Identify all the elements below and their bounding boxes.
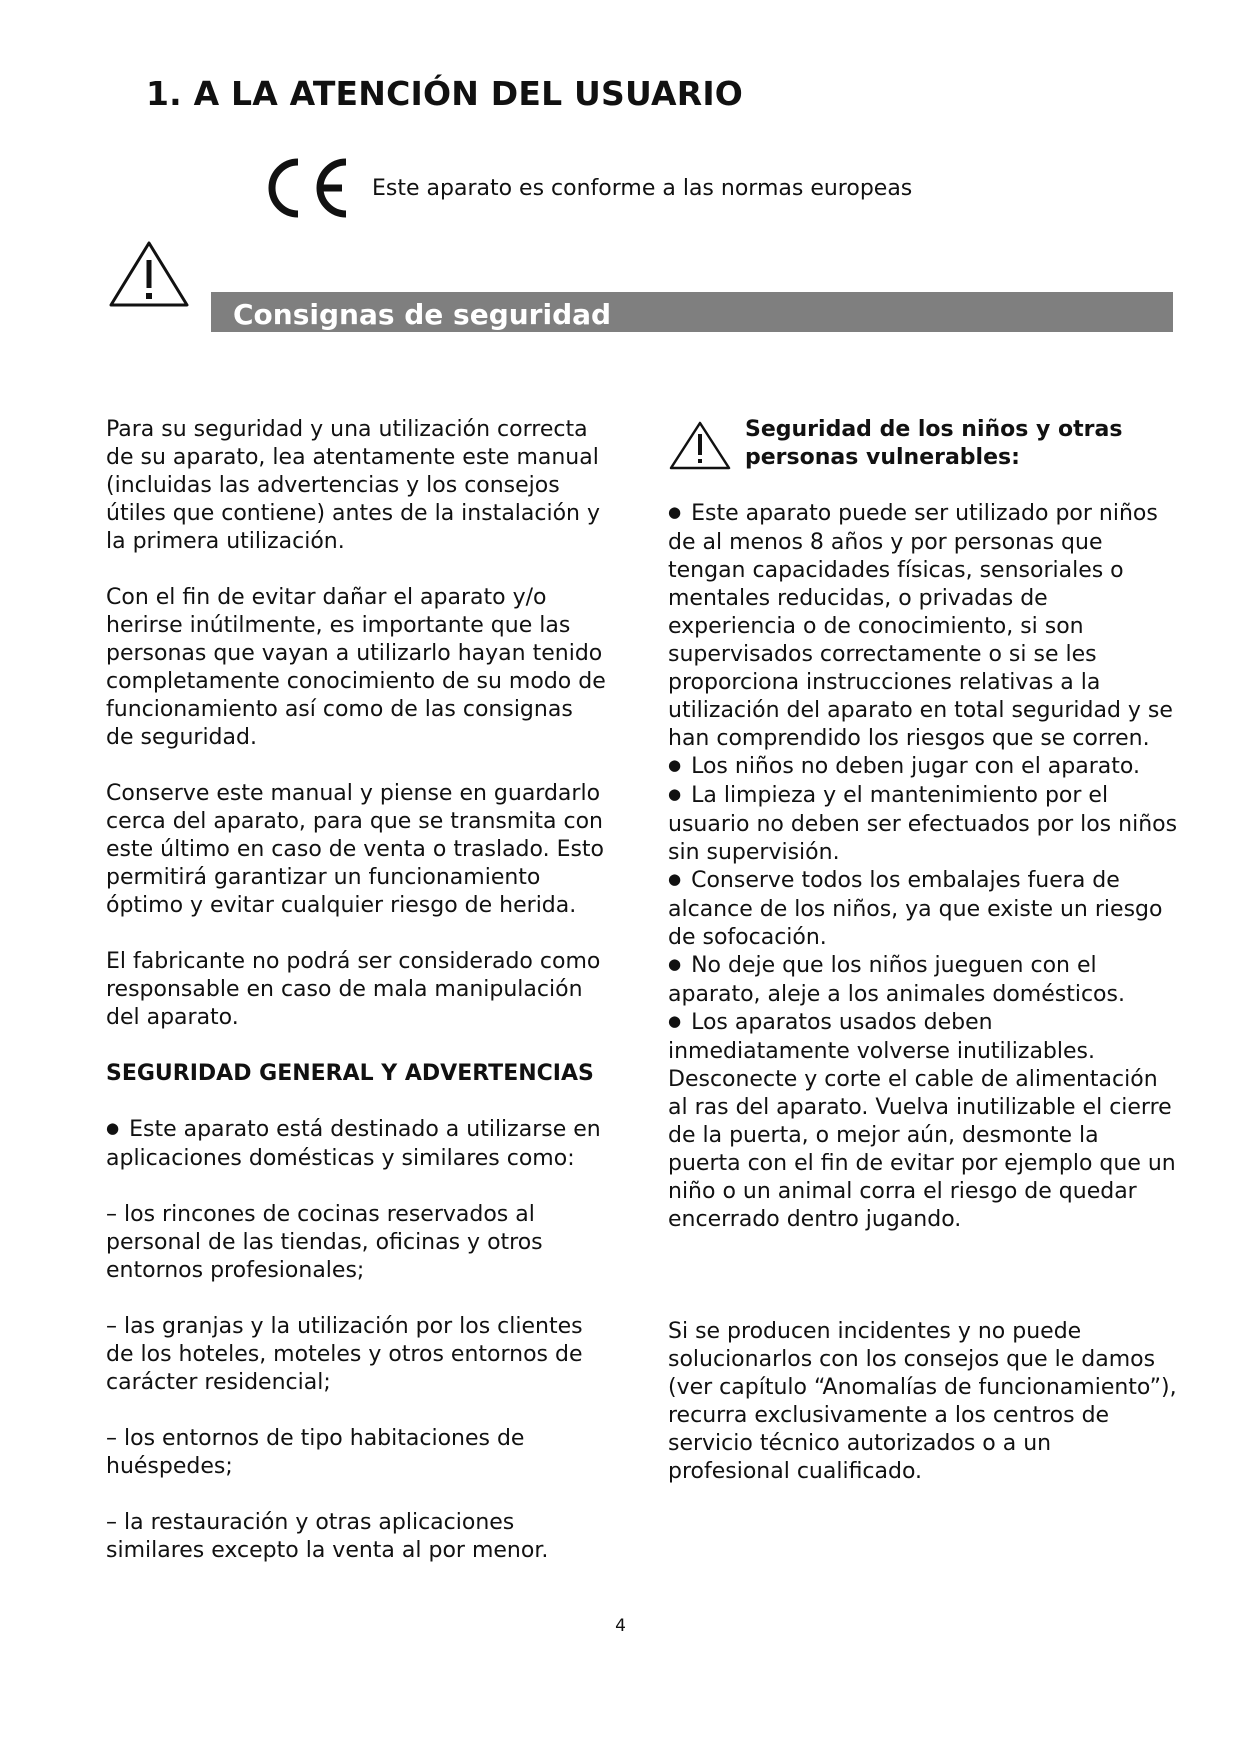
bullet-text: Este aparato puede ser utilizado por niños de al menos 8 años y por personas que tengan capacidades físicas, sensoriales o mentales reducidas, o privadas de experiencia o de conocimiento, si son supervisados correctamente o si se les proporciona instrucciones relativas a la utilización del aparato en total seguridad y se han comprendido los riesgos que se corren. — [668, 501, 1173, 751]
left-column — [106, 416, 606, 1565]
bullet-icon: ● — [106, 1119, 120, 1137]
bullet-text: Este aparato está destinado a utilizarse en aplicaciones domésticas y similares como: — [106, 1117, 601, 1171]
intro-paragraph: Para su seguridad y una utilización correcta de su aparato, lea atentamente este manual (incluidas las advertencias y los consejos útiles que contiene) antes de la instalación y la primera utilización. — [106, 417, 601, 554]
bullet-icon: ● — [668, 870, 682, 888]
bullet-item — [668, 782, 1178, 867]
bullet-icon: ● — [668, 756, 682, 774]
ce-conformity-text: Este aparato es conforme a las normas europeas — [372, 176, 913, 201]
bullet-icon: ● — [668, 785, 682, 803]
bullet-text: Los aparatos usados deben inmediatamente volverse inutilizables. Desconecte y corte el cable de alimentación al ras del aparato. Vuelva inutilizable el cierre de la puerta, o mejor aún, desmonte la puerta con el fin de evitar por ejemplo que un niño o un animal corra el riesgo de quedar encerrado dentro jugando. — [668, 1010, 1176, 1232]
warning-triangle-icon — [107, 238, 191, 310]
page-title: 1. A LA ATENCIÓN DEL USUARIO — [146, 74, 744, 113]
bullet-item — [668, 952, 1178, 1009]
child-safety-heading: Seguridad de los niños y otras personas vulnerables: — [745, 417, 1123, 470]
bullet-item — [668, 867, 1178, 952]
section-banner — [211, 292, 1173, 332]
use-item: – la restauración y otras aplicaciones similares excepto la venta al por menor. — [106, 1510, 549, 1563]
intro-paragraph: El fabricante no podrá ser considerado como responsable en caso de mala manipulación del aparato. — [106, 949, 601, 1030]
bullet-icon: ● — [668, 503, 682, 521]
bullet-icon: ● — [668, 1012, 682, 1030]
intro-paragraph: Con el fin de evitar dañar el aparato y/o herirse inútilmente, es importante que las personas que vayan a utilizarlo hayan tenido completamente conocimiento de su modo de funcionamiento así como de las consignas de seguridad. — [106, 585, 606, 750]
use-item: – las granjas y la utilización por los clientes de los hoteles, moteles y otros entornos de carácter residencial; — [106, 1314, 583, 1395]
bullet-text: No deje que los niños jueguen con el aparato, aleje a los animales domésticos. — [668, 953, 1125, 1007]
ce-logo-icon — [262, 156, 352, 220]
bullet-text: Conserve todos los embalajes fuera de alcance de los niños, ya que existe un riesgo de sofocación. — [668, 868, 1163, 950]
intro-paragraph: Conserve este manual y piense en guardarlo cerca del aparato, para que se transmita con este último en caso de venta o traslado. Esto permitirá garantizar un funcionamiento óptimo y evitar cualquier riesgo de herida. — [106, 781, 605, 918]
page-number: 4 — [615, 1616, 626, 1636]
right-column — [668, 416, 1178, 1486]
service-paragraph: Si se producen incidentes y no puede solucionarlos con los consejos que le damos (ver capítulo “Anomalías de funcionamiento”), recurra exclusivamente a los centros de servicio técnico autorizados o a un profesional cualificado. — [668, 1319, 1177, 1484]
bullet-item — [668, 753, 1178, 782]
use-item: – los entornos de tipo habitaciones de huéspedes; — [106, 1426, 525, 1479]
general-safety-heading: SEGURIDAD GENERAL Y ADVERTENCIAS — [106, 1061, 594, 1086]
section-banner-title: Consignas de seguridad — [233, 298, 612, 331]
bullet-text: La limpieza y el mantenimiento por el usuario no deben ser efectuados por los niños sin supervisión. — [668, 783, 1178, 865]
bullet-item — [668, 500, 1178, 753]
use-item: – los rincones de cocinas reservados al personal de las tiendas, oficinas y otros entornos profesionales; — [106, 1202, 543, 1283]
bullet-item — [668, 1009, 1178, 1234]
bullet-icon: ● — [668, 955, 682, 973]
bullet-item — [106, 1116, 606, 1173]
bullet-text: Los niños no deben jugar con el aparato. — [691, 754, 1140, 779]
